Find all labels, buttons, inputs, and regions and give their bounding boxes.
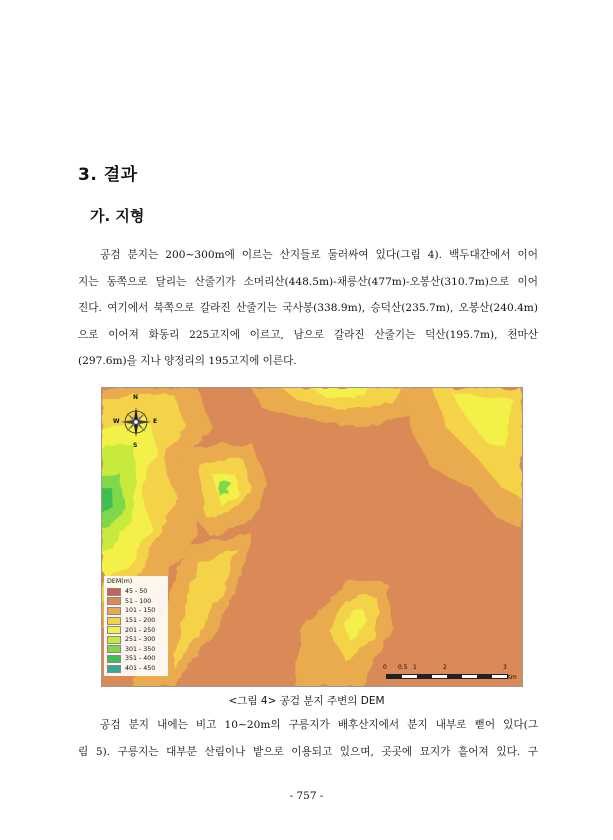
legend-item [107, 654, 165, 664]
legend-label: 301 - 350 [125, 645, 156, 653]
legend-swatch [107, 636, 121, 644]
scale-unit: Km [507, 674, 517, 681]
scale-bar [383, 663, 517, 683]
subsection-heading: 가. 지형 [90, 207, 145, 225]
scale-tick-label: 0.5 [398, 664, 408, 671]
scale-tick-label: 0 [383, 664, 387, 671]
compass-west: W [113, 418, 120, 425]
legend-item [107, 587, 165, 597]
legend-label: 151 - 200 [125, 617, 156, 625]
legend-label: 251 - 300 [125, 636, 156, 644]
legend-label: 51 - 100 [125, 597, 152, 605]
legend-item [107, 606, 165, 616]
section-heading: 3. 결과 [78, 165, 138, 185]
scale-tick-label: 2 [443, 664, 447, 671]
dem-map-figure [101, 387, 523, 687]
legend-swatch [107, 655, 121, 663]
paragraph-line: 공검 분지는 200∼300m에 이르는 산지들로 둘러싸여 있다(그림 4). 백두대간에서 이어 [100, 249, 538, 261]
legend-label: 351 - 400 [125, 655, 156, 663]
legend-swatch [107, 597, 121, 605]
legend-title: DEM(m) [107, 578, 133, 585]
paragraph-line: 공검 분지 내에는 비고 10∼20m의 구릉지가 배후산지에서 분지 내부로 뻗어 있다(그 [100, 719, 538, 731]
compass-rose [114, 394, 158, 450]
legend-label: 401 - 450 [125, 665, 156, 673]
legend-label: 201 - 250 [125, 626, 156, 634]
paragraph-line: 림 5). 구릉지는 대부분 산림이나 밭으로 이용되고 있으며, 곳곳에 묘지가 흩어져 있다. 구 [78, 745, 538, 758]
legend-swatch [107, 607, 121, 615]
legend-swatch [107, 588, 121, 596]
scale-tick-label: 3 [503, 664, 507, 671]
compass-north: N [133, 394, 139, 401]
legend-item [107, 597, 165, 607]
legend-item [107, 664, 165, 674]
page-number: - 757 - [289, 790, 324, 802]
legend-swatch [107, 626, 121, 634]
scale-tick-label: 1 [413, 664, 417, 671]
dem-legend [104, 576, 168, 676]
legend-swatch [107, 617, 121, 625]
legend-item [107, 616, 165, 626]
legend-item [107, 645, 165, 655]
compass-south: S [133, 442, 138, 449]
legend-item [107, 635, 165, 645]
legend-item [107, 625, 165, 635]
paragraph-line: 으로 이어져 화동리 225고지에 이르고, 남으로 갈라진 산줄기는 덕산(195.7m), 천마산 [78, 328, 538, 341]
paragraph-hills [78, 712, 538, 765]
paragraph-line: 지는 동쪽으로 달리는 산줄기가 소머리산(448.5m)-채릉산(477m)-오봉산(310.7m)으로 이어 [78, 275, 538, 288]
legend-swatch [107, 665, 121, 673]
scale-bar-graphic [386, 674, 508, 679]
figure-caption: <그림 4> 공검 분지 주변의 DEM [228, 695, 385, 707]
paragraph-line: 진다. 여기에서 북쪽으로 갈라진 산줄기는 국사봉(338.9m), 승덕산(235.7m), 오봉산(240.4m) [78, 302, 538, 314]
paragraph-terrain [78, 242, 538, 375]
paragraph-line: (297.6m)을 지나 양정리의 195고지에 이른다. [78, 355, 297, 367]
legend-swatch [107, 645, 121, 653]
legend-label: 45 - 50 [125, 588, 148, 596]
compass-east: E [153, 418, 158, 425]
legend-label: 101 - 150 [125, 607, 156, 615]
